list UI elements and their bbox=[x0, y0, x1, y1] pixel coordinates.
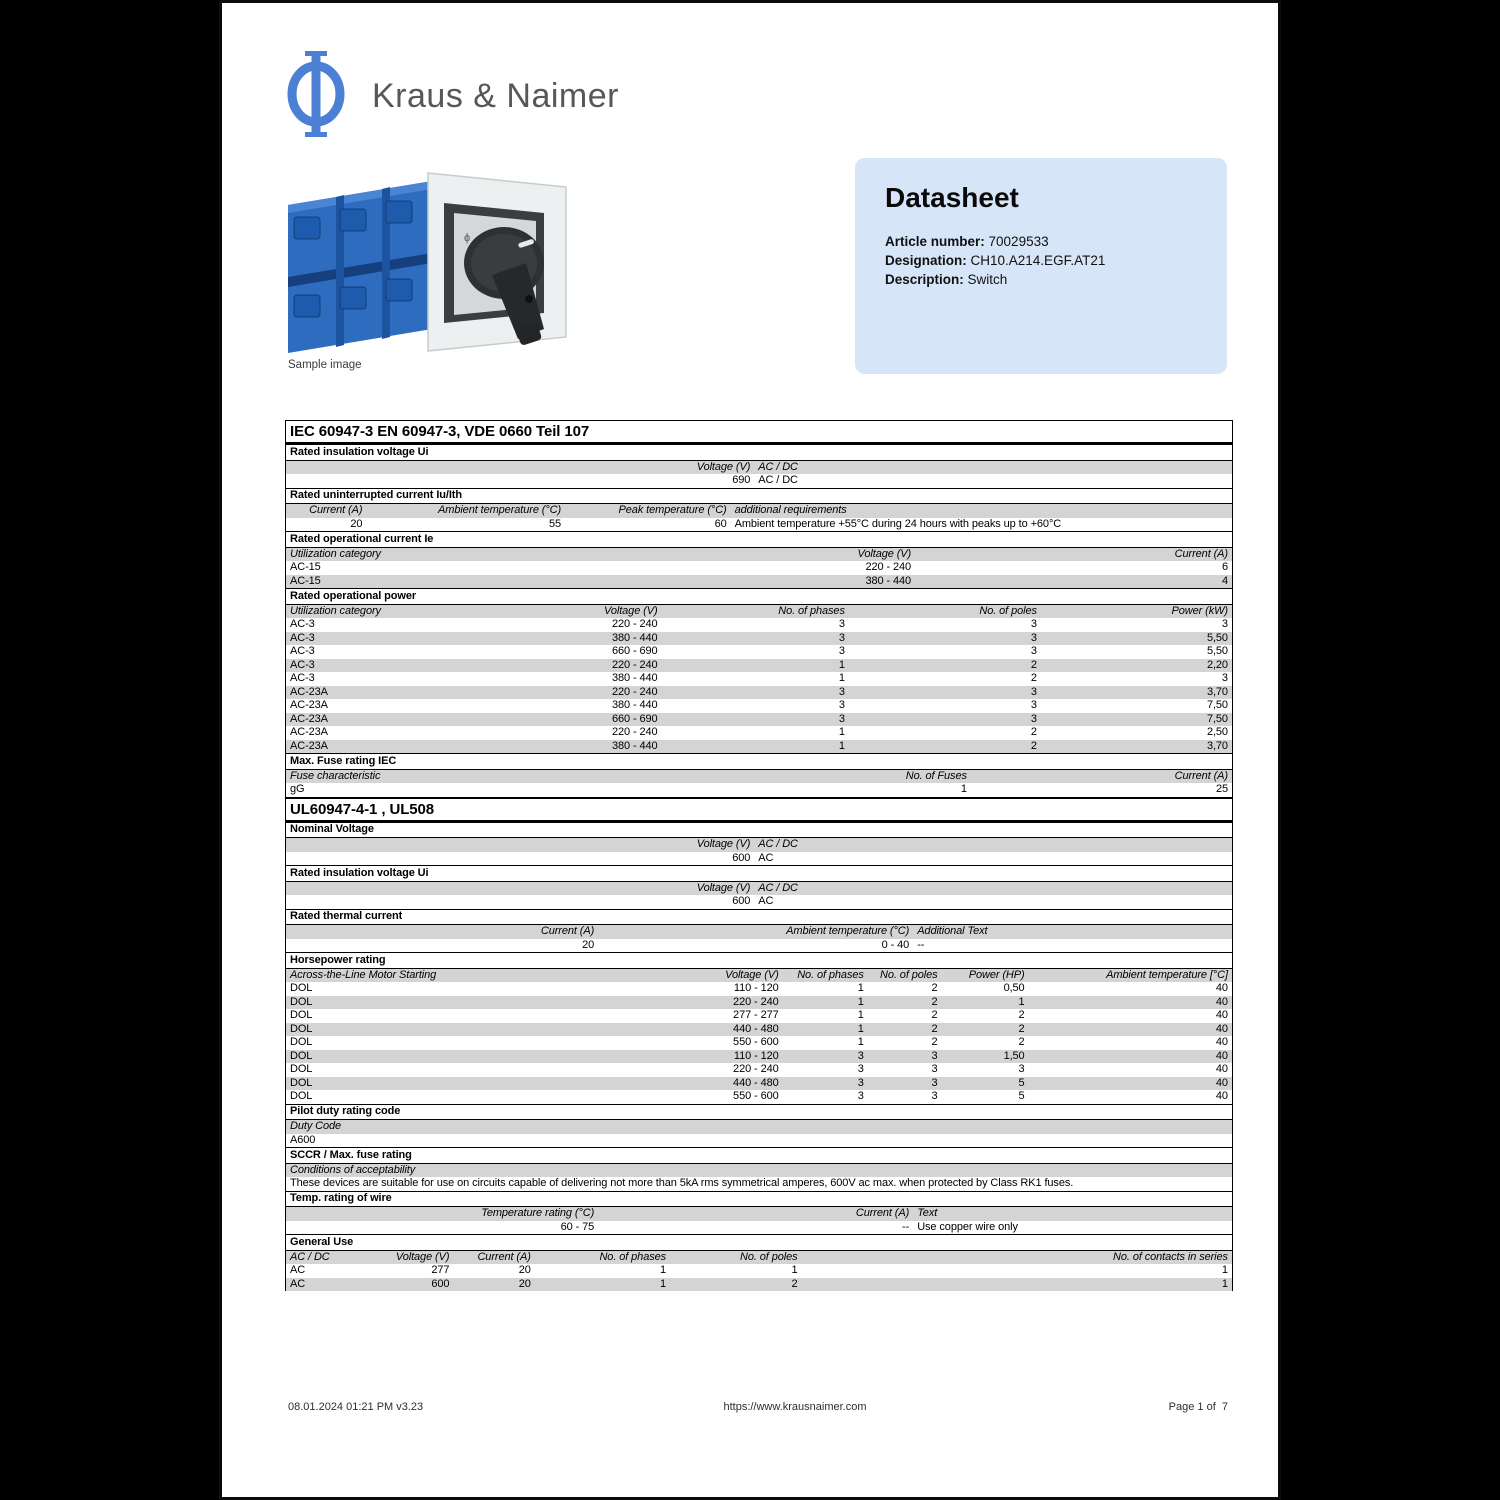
data-cell: 1 bbox=[857, 1009, 864, 1021]
table-data-row bbox=[286, 1063, 1232, 1077]
footer-date-version: 08.01.2024 01:21 PM v3.23 bbox=[288, 1401, 424, 1413]
table-data-row bbox=[286, 740, 1232, 754]
data-cell: 5,50 bbox=[1206, 631, 1228, 644]
column-header-cell: Voltage (V) bbox=[696, 838, 751, 850]
data-cell: 2,20 bbox=[1206, 658, 1228, 671]
table-data-row bbox=[286, 659, 1232, 673]
column-header-cell: No. of contacts in series bbox=[1113, 1250, 1228, 1263]
data-cell: 3 bbox=[1018, 1063, 1025, 1075]
table-section-header: Nominal Voltage bbox=[286, 822, 1232, 839]
table-data-row bbox=[286, 1077, 1232, 1091]
table-section-header: Rated operational current Ie bbox=[286, 531, 1232, 548]
data-cell: 3 bbox=[838, 645, 845, 657]
data-cell: 550 - 600 bbox=[733, 1036, 779, 1048]
brand-name: Kraus & Naimer bbox=[372, 77, 619, 115]
description-label: Description: bbox=[885, 272, 964, 287]
column-header-cell: Duty Code bbox=[290, 1120, 342, 1132]
table-column-header-row bbox=[286, 1207, 1232, 1221]
column-header-cell: Text bbox=[917, 1207, 938, 1219]
table-data-row bbox=[286, 474, 1232, 488]
table-data-row bbox=[286, 1009, 1232, 1023]
data-cell: 3 bbox=[931, 1049, 938, 1062]
column-header-cell: Peak temperature (°C) bbox=[618, 504, 727, 516]
table-data-row bbox=[286, 783, 1232, 797]
data-cell: 1 bbox=[1221, 1277, 1228, 1290]
data-cell: AC-3 bbox=[290, 618, 315, 630]
data-cell: 3,70 bbox=[1206, 739, 1228, 752]
column-header-cell: AC / DC bbox=[290, 1250, 330, 1263]
table-column-header-row bbox=[286, 461, 1232, 475]
data-cell: 1 bbox=[857, 1036, 864, 1048]
kraus-naimer-phi-logo-icon bbox=[286, 49, 346, 139]
data-cell: 1 bbox=[1018, 995, 1025, 1008]
data-cell: 1 bbox=[838, 726, 845, 738]
table-data-row bbox=[286, 518, 1232, 532]
table-data-row bbox=[286, 1023, 1232, 1037]
data-cell: DOL bbox=[290, 982, 313, 994]
data-cell: 20 bbox=[582, 938, 595, 951]
sample-image-caption: Sample image bbox=[288, 359, 362, 371]
table-standard-title: IEC 60947-3 EN 60947-3, VDE 0660 Teil 107 bbox=[286, 421, 1232, 444]
data-cell: AC bbox=[290, 1264, 306, 1276]
column-header-cell: Voltage (V) bbox=[604, 604, 658, 617]
table-data-row bbox=[286, 618, 1232, 632]
designation-value: CH10.A214.EGF.AT21 bbox=[966, 253, 1106, 268]
data-cell: 3 bbox=[931, 1063, 938, 1075]
table-section-header: Rated insulation voltage Ui bbox=[286, 444, 1232, 461]
column-header-cell: Current (A) bbox=[1174, 547, 1228, 560]
table-data-row bbox=[286, 632, 1232, 646]
data-cell: AC-23A bbox=[290, 739, 328, 752]
data-cell: 380 - 440 bbox=[611, 739, 658, 752]
data-cell: 3 bbox=[1030, 712, 1037, 725]
data-cell: 1 bbox=[838, 658, 845, 671]
column-header-cell: additional requirements bbox=[734, 504, 847, 516]
column-header-cell: Power (HP) bbox=[968, 968, 1025, 981]
data-cell: AC-3 bbox=[290, 631, 315, 644]
table-data-row bbox=[286, 1134, 1232, 1148]
data-cell: 3 bbox=[1030, 685, 1037, 698]
data-cell: 2 bbox=[1030, 672, 1037, 684]
data-cell: AC-15 bbox=[290, 574, 321, 587]
designation-label: Designation: bbox=[885, 253, 967, 268]
data-cell: 2 bbox=[1018, 1009, 1025, 1021]
article-number-line bbox=[885, 232, 1197, 251]
table-data-row bbox=[286, 713, 1232, 727]
column-header-cell: Voltage (V) bbox=[696, 460, 751, 473]
data-cell: DOL bbox=[290, 1036, 313, 1048]
data-cell: 1 bbox=[857, 982, 864, 994]
table-column-header-row bbox=[286, 770, 1232, 784]
data-cell: 3 bbox=[838, 712, 845, 725]
data-cell: 5,50 bbox=[1206, 645, 1228, 657]
column-header-cell: Temperature rating (°C) bbox=[481, 1207, 595, 1219]
data-cell: 220 - 240 bbox=[611, 685, 658, 698]
card-title: Datasheet bbox=[885, 182, 1019, 213]
data-cell: DOL bbox=[290, 1049, 313, 1062]
data-cell: These devices are suitable for use on circuits capable of delivering not more than 5kA rms symmetrical amperes, 600V ac max. when protected by Class RK1 fuses. bbox=[290, 1177, 1074, 1189]
data-cell: 3,70 bbox=[1206, 685, 1228, 698]
data-cell: 7,50 bbox=[1206, 712, 1228, 725]
data-cell: AC-23A bbox=[290, 699, 328, 711]
column-header-cell: Power (kW) bbox=[1171, 604, 1228, 617]
data-cell: 3 bbox=[1030, 631, 1037, 644]
data-cell: 600 bbox=[431, 1277, 450, 1290]
column-header-cell: Conditions of acceptability bbox=[290, 1163, 416, 1176]
data-cell: 3 bbox=[857, 1063, 864, 1075]
svg-text:ϕ: ϕ bbox=[464, 232, 471, 244]
table-column-header-row bbox=[286, 605, 1232, 619]
data-cell: 380 - 440 bbox=[611, 672, 658, 684]
column-header-cell: No. of phases bbox=[778, 604, 845, 617]
data-cell: 3 bbox=[1030, 699, 1037, 711]
table-column-header-row bbox=[286, 504, 1232, 518]
data-cell: 40 bbox=[1215, 1063, 1228, 1075]
data-cell: 277 bbox=[431, 1264, 450, 1276]
data-cell: 3 bbox=[838, 631, 845, 644]
data-cell: 2 bbox=[1018, 1036, 1025, 1048]
data-cell: gG bbox=[290, 783, 305, 795]
table-column-header-row bbox=[286, 1120, 1232, 1134]
data-cell: 2 bbox=[931, 1009, 938, 1021]
data-cell: 40 bbox=[1215, 1049, 1228, 1062]
datasheet-page bbox=[219, 0, 1281, 1500]
column-header-cell: Current (A) bbox=[309, 504, 363, 516]
data-cell: 1 bbox=[660, 1277, 667, 1290]
data-cell: AC-23A bbox=[290, 712, 328, 725]
data-cell: 0,50 bbox=[1003, 982, 1025, 994]
table-data-row bbox=[286, 1177, 1232, 1191]
data-cell: 1 bbox=[960, 783, 967, 795]
data-cell: 600 bbox=[732, 895, 751, 907]
table-column-header-row bbox=[286, 1251, 1232, 1265]
data-cell: 40 bbox=[1215, 1009, 1228, 1021]
product-sample-image bbox=[278, 159, 594, 359]
data-cell: 40 bbox=[1215, 1022, 1228, 1035]
column-header-cell: Current (A) bbox=[540, 925, 595, 937]
footer-page-number: Page 1 of 7 bbox=[1168, 1401, 1228, 1413]
column-header-cell: Utilization category bbox=[290, 547, 381, 560]
table-data-row bbox=[286, 1221, 1232, 1235]
table-data-row bbox=[286, 1278, 1232, 1292]
data-cell: AC-3 bbox=[290, 672, 315, 684]
column-header-cell: No. of poles bbox=[740, 1250, 798, 1263]
data-cell: 380 - 440 bbox=[865, 574, 912, 587]
data-cell: 40 bbox=[1215, 1076, 1228, 1089]
data-cell: 1 bbox=[1221, 1264, 1228, 1276]
data-cell: 20 bbox=[518, 1277, 531, 1290]
table-data-row bbox=[286, 852, 1232, 866]
table-section-header: SCCR / Max. fuse rating bbox=[286, 1147, 1232, 1164]
column-header-cell: Ambient temperature [°C] bbox=[1106, 968, 1228, 981]
table-data-row bbox=[286, 686, 1232, 700]
data-cell: 40 bbox=[1215, 995, 1228, 1008]
data-cell: 1,50 bbox=[1003, 1049, 1025, 1062]
data-cell: Ambient temperature +55°C during 24 hours with peaks up to +60°C bbox=[734, 517, 1062, 530]
data-cell: 110 - 120 bbox=[733, 982, 779, 994]
data-cell: 40 bbox=[1215, 982, 1228, 994]
data-cell: 60 - 75 bbox=[560, 1220, 595, 1233]
data-cell: 1 bbox=[857, 995, 864, 1008]
data-cell: AC / DC bbox=[758, 474, 798, 486]
data-cell: 380 - 440 bbox=[611, 631, 658, 644]
column-header-cell: Current (A) bbox=[477, 1250, 531, 1263]
switch-body-blue-blocks bbox=[288, 181, 432, 353]
data-cell: 3 bbox=[1030, 645, 1037, 657]
data-cell: AC-23A bbox=[290, 726, 328, 738]
data-cell: AC-23A bbox=[290, 685, 328, 698]
table-section-header: Pilot duty rating code bbox=[286, 1104, 1232, 1121]
data-cell: 3 bbox=[838, 699, 845, 711]
data-cell: 550 - 600 bbox=[733, 1090, 779, 1102]
column-header-cell: Fuse characteristic bbox=[290, 769, 381, 782]
column-header-cell: No. of poles bbox=[979, 604, 1037, 617]
data-cell: 220 - 240 bbox=[865, 561, 912, 573]
data-cell: 3 bbox=[838, 685, 845, 698]
data-cell: 25 bbox=[1215, 783, 1228, 795]
data-cell: 220 - 240 bbox=[733, 1063, 779, 1075]
data-cell: 60 bbox=[714, 517, 727, 530]
datasheet-card bbox=[855, 158, 1227, 374]
data-cell: AC-3 bbox=[290, 658, 315, 671]
table-data-row bbox=[286, 895, 1232, 909]
data-cell: -- bbox=[917, 938, 925, 951]
table-column-header-row bbox=[286, 1164, 1232, 1178]
data-cell: 7,50 bbox=[1206, 699, 1228, 711]
data-cell: 380 - 440 bbox=[611, 699, 658, 711]
data-cell: DOL bbox=[290, 995, 313, 1008]
data-cell: DOL bbox=[290, 1063, 313, 1075]
table-section-header: Rated uninterrupted current Iu/Ith bbox=[286, 488, 1232, 505]
data-cell: DOL bbox=[290, 1009, 313, 1021]
footer-url: https://www.krausnaimer.com bbox=[723, 1401, 867, 1413]
table-column-header-row bbox=[286, 838, 1232, 852]
column-header-cell: Additional Text bbox=[917, 925, 988, 937]
table-column-header-row bbox=[286, 925, 1232, 939]
column-header-cell: Ambient temperature (°C) bbox=[786, 925, 910, 937]
table-data-row bbox=[286, 939, 1232, 953]
data-cell: 5 bbox=[1018, 1076, 1025, 1089]
data-cell: 6 bbox=[1221, 561, 1228, 573]
column-header-cell: Current (A) bbox=[1174, 769, 1228, 782]
data-cell: 5 bbox=[1018, 1090, 1025, 1102]
table-data-row bbox=[286, 1090, 1232, 1104]
data-cell: AC bbox=[758, 895, 774, 907]
data-cell: 440 - 480 bbox=[733, 1022, 779, 1035]
data-cell: 600 bbox=[732, 851, 751, 864]
column-header-cell: Ambient temperature (°C) bbox=[438, 504, 562, 516]
data-cell: DOL bbox=[290, 1022, 313, 1035]
table-data-row bbox=[286, 996, 1232, 1010]
table-data-row bbox=[286, 645, 1232, 659]
column-header-cell: No. of Fuses bbox=[905, 769, 967, 782]
table-data-row bbox=[286, 982, 1232, 996]
data-cell: 2 bbox=[931, 995, 938, 1008]
data-cell: 3 bbox=[857, 1076, 864, 1089]
data-cell: AC bbox=[290, 1277, 306, 1290]
data-cell: 1 bbox=[838, 739, 845, 752]
data-cell: 2 bbox=[791, 1277, 798, 1290]
table-data-row bbox=[286, 1036, 1232, 1050]
column-header-cell: No. of phases bbox=[599, 1250, 667, 1263]
column-header-cell: No. of phases bbox=[797, 968, 864, 981]
data-cell: 3 bbox=[857, 1090, 864, 1102]
data-cell: AC-3 bbox=[290, 645, 315, 657]
table-section-header: Rated operational power bbox=[286, 588, 1232, 605]
data-cell: Use copper wire only bbox=[917, 1220, 1018, 1233]
table-section-header: General Use bbox=[286, 1234, 1232, 1251]
table-data-row bbox=[286, 699, 1232, 713]
table-column-header-row bbox=[286, 548, 1232, 562]
data-cell: 40 bbox=[1215, 1036, 1228, 1048]
data-cell: DOL bbox=[290, 1090, 313, 1102]
table-data-row bbox=[286, 1050, 1232, 1064]
table-data-row bbox=[286, 1264, 1232, 1278]
data-cell: 2 bbox=[1030, 726, 1037, 738]
data-cell: 3 bbox=[838, 618, 845, 630]
description-value: Switch bbox=[963, 272, 1008, 287]
data-cell: 55 bbox=[549, 517, 562, 530]
table-data-row bbox=[286, 672, 1232, 686]
data-cell: 220 - 240 bbox=[611, 726, 658, 738]
data-cell: -- bbox=[902, 1220, 910, 1233]
article-number-value: 70029533 bbox=[984, 234, 1049, 249]
table-section-header: Rated insulation voltage Ui bbox=[286, 865, 1232, 882]
data-cell: 1 bbox=[660, 1264, 667, 1276]
column-header-cell: Across-the-Line Motor Starting bbox=[290, 968, 437, 981]
column-header-cell: No. of poles bbox=[880, 968, 938, 981]
column-header-cell: Utilization category bbox=[290, 604, 381, 617]
data-cell: 660 - 690 bbox=[611, 712, 658, 725]
data-cell: 220 - 240 bbox=[611, 618, 658, 630]
data-cell: 110 - 120 bbox=[733, 1049, 779, 1062]
table-data-row bbox=[286, 561, 1232, 575]
data-cell: 2 bbox=[1030, 739, 1037, 752]
data-cell: 690 bbox=[732, 474, 751, 486]
data-cell: 20 bbox=[518, 1264, 531, 1276]
table-section-header: Horsepower rating bbox=[286, 952, 1232, 969]
data-cell: AC bbox=[758, 851, 774, 864]
data-cell: 660 - 690 bbox=[611, 645, 658, 657]
table-column-header-row bbox=[286, 969, 1232, 983]
table-section-header: Temp. rating of wire bbox=[286, 1191, 1232, 1208]
data-cell: 440 - 480 bbox=[733, 1076, 779, 1089]
data-cell: 2 bbox=[931, 1022, 938, 1035]
data-cell: 1 bbox=[791, 1264, 798, 1276]
column-header-cell: Voltage (V) bbox=[696, 881, 751, 894]
data-cell: 3 bbox=[931, 1076, 938, 1089]
table-column-header-row bbox=[286, 882, 1232, 896]
data-cell: 0 - 40 bbox=[881, 938, 910, 951]
data-cell: 3 bbox=[931, 1090, 938, 1102]
data-cell: 3 bbox=[1221, 618, 1228, 630]
data-cell: 220 - 240 bbox=[611, 658, 658, 671]
data-cell: 4 bbox=[1221, 574, 1228, 587]
column-header-cell: AC / DC bbox=[758, 460, 798, 473]
article-number-label: Article number: bbox=[885, 234, 985, 249]
data-cell: 1 bbox=[857, 1022, 864, 1035]
data-cell: 3 bbox=[857, 1049, 864, 1062]
table-standard-title: UL60947-4-1 , UL508 bbox=[286, 797, 1232, 822]
table-data-row bbox=[286, 726, 1232, 740]
column-header-cell: AC / DC bbox=[758, 881, 798, 894]
data-cell: 2 bbox=[1030, 658, 1037, 671]
data-cell: 40 bbox=[1215, 1090, 1228, 1102]
spec-table bbox=[285, 420, 1233, 1291]
data-cell: 3 bbox=[1030, 618, 1037, 630]
data-cell: 3 bbox=[1221, 672, 1228, 684]
description-line bbox=[885, 270, 1197, 289]
column-header-cell: Voltage (V) bbox=[857, 547, 912, 560]
column-header-cell: AC / DC bbox=[758, 838, 798, 850]
data-cell: 20 bbox=[350, 517, 363, 530]
data-cell: DOL bbox=[290, 1076, 313, 1089]
table-data-row bbox=[286, 575, 1232, 589]
data-cell: 2 bbox=[931, 1036, 938, 1048]
data-cell: 220 - 240 bbox=[733, 995, 779, 1008]
designation-line bbox=[885, 251, 1197, 270]
column-header-cell: Voltage (V) bbox=[395, 1250, 450, 1263]
data-cell: 2 bbox=[931, 982, 938, 994]
table-section-header: Rated thermal current bbox=[286, 909, 1232, 926]
table-section-header: Max. Fuse rating IEC bbox=[286, 753, 1232, 770]
column-header-cell: Voltage (V) bbox=[725, 968, 779, 981]
column-header-cell: Current (A) bbox=[855, 1207, 910, 1219]
data-cell: 277 - 277 bbox=[733, 1009, 779, 1021]
data-cell: A600 bbox=[290, 1133, 316, 1146]
data-cell: 2,50 bbox=[1206, 726, 1228, 738]
data-cell: 2 bbox=[1018, 1022, 1025, 1035]
data-cell: 1 bbox=[838, 672, 845, 684]
data-cell: AC-15 bbox=[290, 561, 321, 573]
